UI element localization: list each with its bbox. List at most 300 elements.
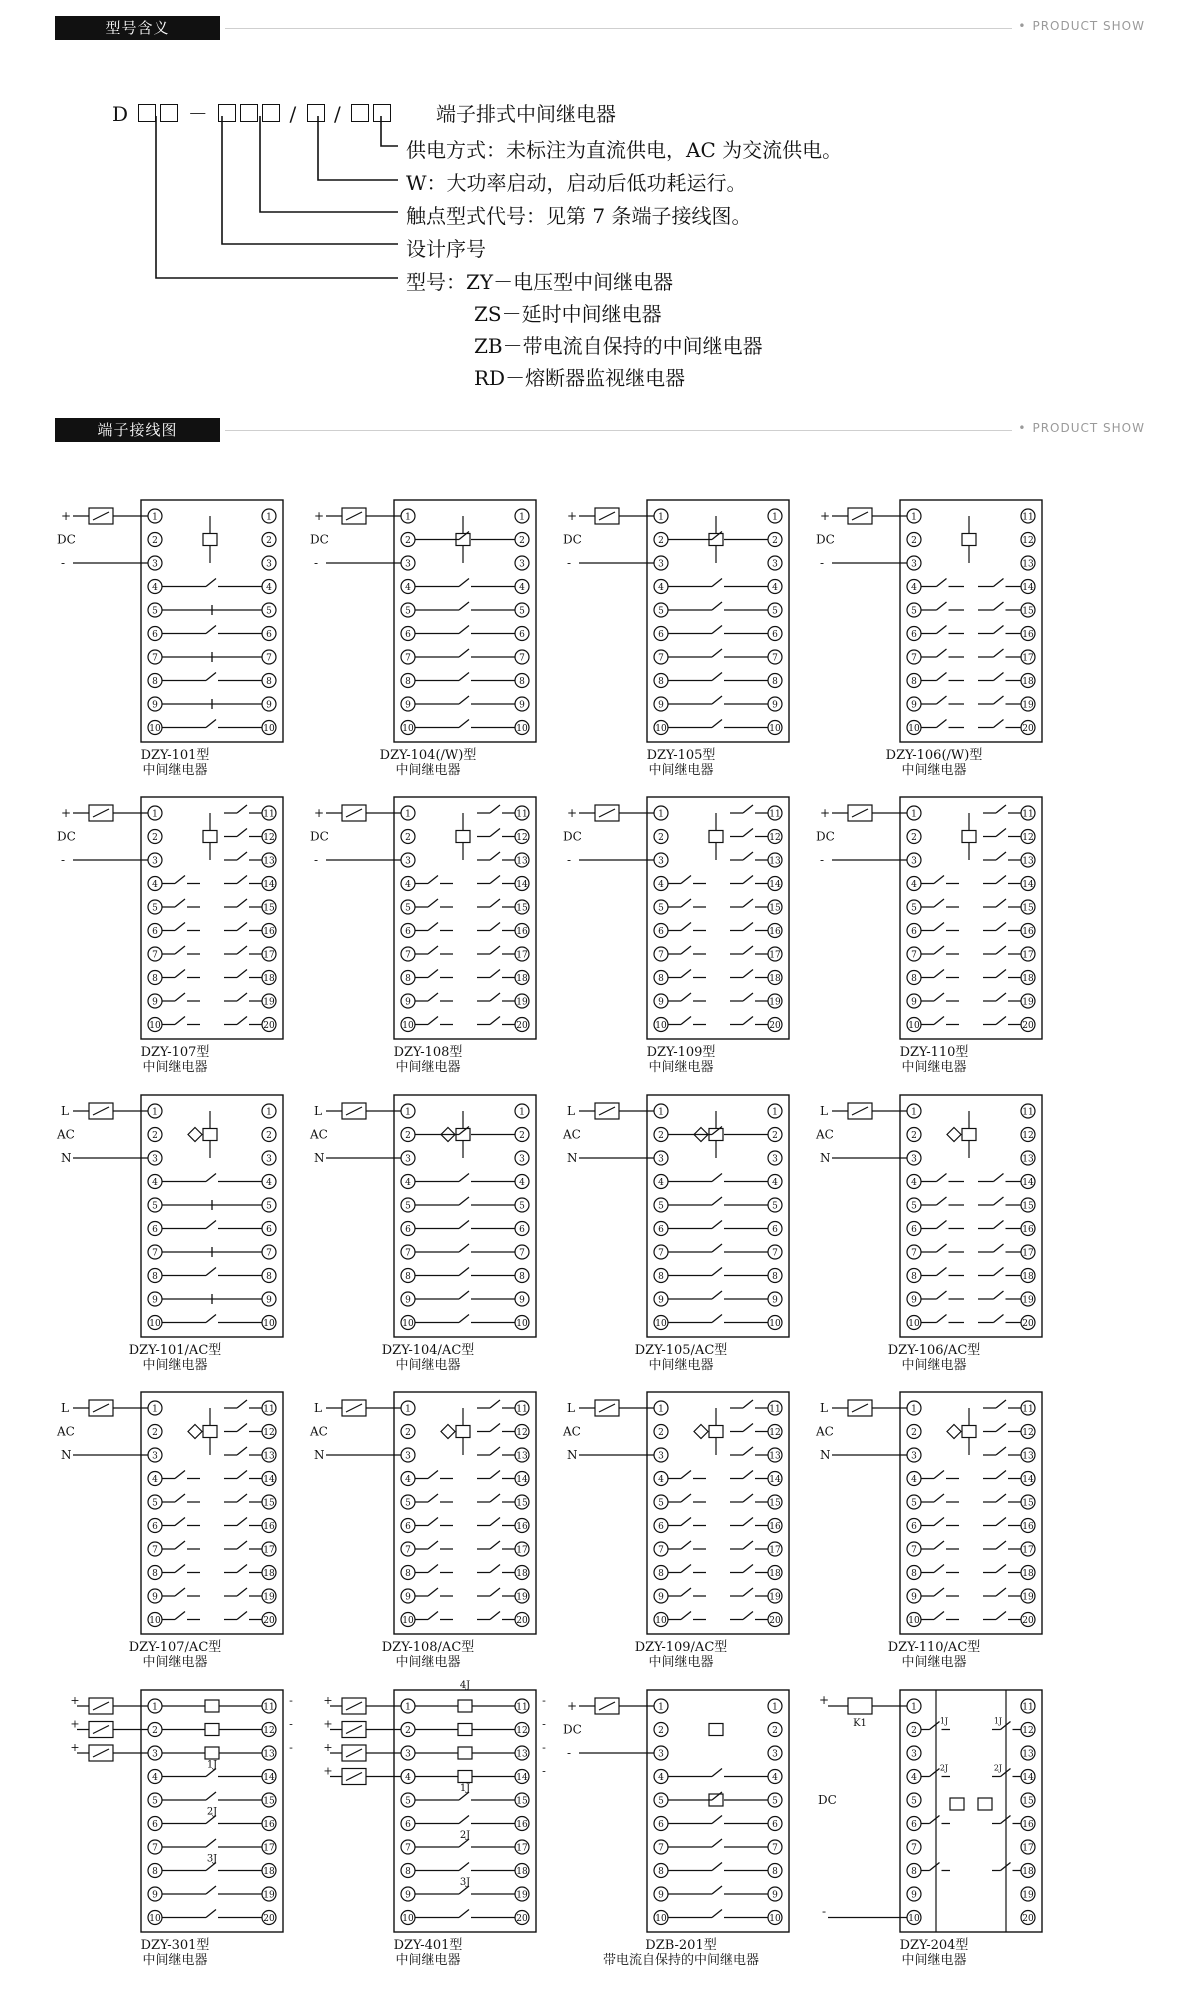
terminal-number: 6 [772,1225,778,1235]
terminal-number: 9 [405,700,411,711]
terminal-number: 7 [911,1248,917,1259]
supply-label: + [567,806,578,820]
terminal-number: 14 [1022,583,1034,593]
terminal-number: 10 [149,1914,161,1924]
terminal-number: 11 [516,1702,528,1713]
terminal-number: 2 [772,536,778,546]
terminal-number: 4 [266,583,272,593]
terminal-number: 4 [772,1773,778,1783]
terminal-number: 12 [516,1428,528,1438]
terminal-number: 10 [149,1616,161,1626]
supply-label: - [821,1904,827,1919]
terminal-number: 12 [516,833,528,843]
terminal-number: 9 [911,700,917,711]
diagram-model: DZY-401型 [393,1938,463,1953]
terminal-number: 19 [1022,700,1034,711]
terminal-number: 13 [516,1451,528,1462]
supply-label: N [820,1448,831,1462]
terminal-number: 7 [772,1843,778,1854]
terminal-number: 6 [658,630,664,640]
terminal-number: 19 [1022,1890,1034,1901]
terminal-number: 9 [658,1890,664,1901]
terminal-number: 8 [772,677,778,687]
relay-coil [203,831,217,843]
terminal-number: 15 [1022,1201,1034,1212]
terminal-number: 14 [1022,1475,1034,1485]
terminal-number: 3 [658,559,664,570]
terminal-number: 18 [1022,1867,1034,1877]
supply-label: DC [57,532,76,547]
terminal-number: 13 [1022,856,1034,867]
terminal-number: 2 [405,1131,411,1141]
terminal-number: 6 [152,927,158,937]
terminal-number: 5 [658,1796,664,1807]
supply-label: - [61,853,66,867]
legend-line: 触点型式代号：见第 7 条端子接线图。 [406,204,752,228]
code-sep: － [187,102,209,126]
terminal-number: 4 [152,1475,158,1485]
terminal-number: 9 [266,1295,272,1306]
terminal-number: 20 [1022,1021,1034,1031]
wiring-diagram [561,1390,801,1640]
legend-line: 设计序号 [406,237,486,261]
relay-coil [203,534,217,546]
terminal-number: 2 [152,1428,158,1438]
section-subtitle: • PRODUCT SHOW [1012,19,1145,33]
terminal-number: 16 [1022,927,1034,937]
contact-tag: 1J [459,1783,471,1794]
terminal-number: 6 [405,630,411,640]
relay-coil [456,1426,470,1438]
terminal-number: 9 [658,1295,664,1306]
terminal-number: 10 [655,1021,667,1031]
terminal-number: 14 [769,1475,781,1485]
terminal-number: 3 [911,1154,917,1165]
diagram-description: 中间继电器 [901,1358,967,1373]
terminal-number: 14 [516,1773,528,1783]
terminal-number: 9 [266,700,272,711]
terminal-number: 9 [658,700,664,711]
supply-label: - [542,1694,546,1707]
terminal-number: 8 [911,677,917,687]
terminal-number: 9 [772,1890,778,1901]
terminal-number: 4 [772,1178,778,1188]
terminal-number: 6 [152,630,158,640]
supply-label: DC [310,829,329,844]
supply-label: DC [563,532,582,547]
terminal-number: 10 [149,1319,161,1329]
terminal-number: 3 [405,1451,411,1462]
terminal-number: 7 [658,950,664,961]
terminal-number: 18 [516,1867,528,1877]
supply-label: N [61,1151,72,1165]
terminal-number: 13 [769,1451,781,1462]
terminal-number: 6 [911,1820,917,1830]
diagram-model: DZY-107/AC型 [128,1640,222,1655]
terminal-number: 1 [911,809,917,820]
terminal-number: 20 [1022,724,1034,734]
diagram-model: DZY-106(/W)型 [885,748,983,763]
terminal-number: 11 [1022,809,1034,820]
terminal-number: 11 [263,809,275,820]
terminal-number: 16 [263,1820,275,1830]
terminal-number: 7 [405,1248,411,1259]
diagram-description: 中间继电器 [395,1358,461,1373]
terminal-number: 8 [405,974,411,984]
terminal-number: 4 [405,1773,411,1783]
terminal-number: 7 [152,1545,158,1556]
terminal-number: 12 [516,1726,528,1736]
terminal-number: 3 [152,856,158,867]
terminal-number: 14 [1022,1773,1034,1783]
terminal-number: 6 [519,1225,525,1235]
terminal-number: 5 [911,903,917,914]
terminal-number: 2 [405,1428,411,1438]
terminal-number: 7 [658,1545,664,1556]
terminal-number: 13 [516,856,528,867]
terminal-number: 6 [911,927,917,937]
terminal-number: 3 [405,1154,411,1165]
legend-line: W：大功率启动，启动后低功耗运行。 [406,171,747,195]
diagram-model: DZY-108型 [393,1045,463,1060]
terminal-number: 6 [405,1522,411,1532]
terminal-number: 7 [911,1545,917,1556]
terminal-number: 10 [516,1319,528,1329]
terminal-number: 17 [1022,653,1034,664]
terminal-number: 3 [152,1154,158,1165]
terminal-number: 16 [516,927,528,937]
terminal-number: 1 [658,512,664,523]
terminal-number: 2 [658,1726,664,1736]
terminal-number: 15 [516,1796,528,1807]
terminal-number: 20 [1022,1319,1034,1329]
terminal-number: 10 [908,1616,920,1626]
terminal-number: 1 [152,809,158,820]
terminal-number: 8 [772,1272,778,1282]
terminal-number: 10 [516,724,528,734]
terminal-number: 13 [263,1451,275,1462]
wiring-diagram [814,498,1054,748]
terminal-number: 1 [658,1404,664,1415]
terminal-number: 13 [516,1749,528,1760]
terminal-number: 4 [405,1475,411,1485]
wiring-diagram-panel [55,1390,295,1682]
terminal-number: 14 [1022,880,1034,890]
terminal-number: 3 [658,1451,664,1462]
terminal-number: 15 [1022,1796,1034,1807]
terminal-number: 4 [658,1773,664,1783]
terminal-number: 7 [152,1843,158,1854]
diagram-model: DZY-110/AC型 [887,1640,981,1655]
diagram-model: DZY-101/AC型 [128,1343,222,1358]
terminal-number: 5 [152,606,158,617]
terminal-number: 16 [1022,1225,1034,1235]
supply-label: N [567,1448,578,1462]
terminal-number: 14 [769,880,781,890]
terminal-number: 6 [519,630,525,640]
terminal-number: 15 [1022,1498,1034,1509]
terminal-number: 3 [405,856,411,867]
relay-coil [456,831,470,843]
terminal-number: 1 [266,1107,272,1118]
terminal-number: 1 [519,512,525,523]
terminal-number: 4 [266,1178,272,1188]
terminal-number: 5 [772,1201,778,1212]
legend-line: 供电方式：未标注为直流供电，AC 为交流供电。 [406,138,843,162]
terminal-number: 2 [519,1131,525,1141]
wiring-diagram [814,1390,1054,1640]
relay-coil [950,1798,964,1810]
terminal-number: 20 [1022,1914,1034,1924]
supply-label: - [289,1694,293,1707]
terminal-number: 12 [1022,1131,1034,1141]
terminal-number: 7 [772,1248,778,1259]
terminal-number: 1 [772,1702,778,1713]
terminal-number: 9 [519,700,525,711]
terminal-number: 3 [405,1749,411,1760]
terminal-number: 1 [152,1107,158,1118]
terminal-number: 3 [772,559,778,570]
terminal-number: 18 [769,1569,781,1579]
terminal-number: 10 [655,724,667,734]
terminal-number: 6 [911,1225,917,1235]
wiring-diagram [814,1093,1054,1343]
contact-tag: 2J [993,1763,1003,1773]
terminal-number: 3 [772,1749,778,1760]
diagram-description: 中间继电器 [901,1060,967,1075]
terminal-number: 5 [519,606,525,617]
terminal-number: 3 [519,1154,525,1165]
terminal-number: 13 [263,1749,275,1760]
terminal-number: 7 [405,950,411,961]
supply-label: L [314,1104,322,1118]
legend-line: 型号：ZY－电压型中间继电器 [406,270,674,294]
terminal-number: 6 [405,927,411,937]
terminal-number: 7 [911,1843,917,1854]
terminal-number: 7 [519,653,525,664]
supply-label: - [289,1741,293,1754]
terminal-number: 9 [152,700,158,711]
terminal-number: 7 [658,1843,664,1854]
switch-label: K1 [853,1718,867,1729]
terminal-number: 2 [152,1131,158,1141]
switch-box [848,1698,872,1714]
terminal-number: 4 [911,583,917,593]
terminal-number: 15 [1022,903,1034,914]
terminal-number: 15 [769,903,781,914]
terminal-number: 8 [911,1569,917,1579]
terminal-number: 6 [658,1225,664,1235]
terminal-number: 15 [516,903,528,914]
terminal-number: 5 [911,606,917,617]
terminal-number: 1 [405,809,411,820]
terminal-number: 4 [152,1773,158,1783]
diagram-description: 中间继电器 [142,1358,208,1373]
terminal-number: 1 [405,512,411,523]
terminal-number: 9 [772,700,778,711]
supply-label: AC [57,1127,75,1142]
terminal-number: 7 [405,1843,411,1854]
terminal-number: 14 [516,1475,528,1485]
supply-label: L [567,1401,575,1415]
terminal-number: 11 [1022,1404,1034,1415]
terminal-number: 2 [772,1726,778,1736]
terminal-number: 17 [1022,1248,1034,1259]
supply-label: + [820,509,831,523]
terminal-number: 4 [911,880,917,890]
diagram-description: 中间继电器 [648,1060,714,1075]
terminal-number: 8 [266,677,272,687]
wiring-diagram [55,498,295,748]
legend-line: ZB－带电流自保持的中间继电器 [474,334,763,358]
terminal-number: 1 [405,1702,411,1713]
diagram-description: 中间继电器 [142,1060,208,1075]
section-header-wiring [55,418,1145,442]
supply-label: N [314,1448,325,1462]
terminal-number: 3 [152,1451,158,1462]
terminal-number: 5 [405,1796,411,1807]
terminal-number: 12 [263,1726,275,1736]
terminal-number: 20 [263,1914,275,1924]
terminal-number: 13 [769,856,781,867]
terminal-number: 8 [911,974,917,984]
terminal-number: 11 [769,809,781,820]
terminal-number: 4 [405,880,411,890]
diagram-description: 带电流自保持的中间继电器 [602,1953,759,1968]
terminal-number: 5 [152,903,158,914]
supply-label: N [314,1151,325,1165]
terminal-number: 16 [516,1522,528,1532]
terminal-number: 4 [152,583,158,593]
terminal-number: 1 [266,512,272,523]
wiring-diagram [55,1688,295,1938]
terminal-number: 7 [266,1248,272,1259]
terminal-number: 13 [1022,1749,1034,1760]
supply-label: + [323,1741,333,1754]
terminal-number: 9 [911,1295,917,1306]
supply-label: + [61,806,72,820]
contact-tag: 2J [459,1830,471,1841]
terminal-number: 20 [769,1616,781,1626]
terminal-number: 3 [152,1749,158,1760]
supply-label: + [323,1694,333,1707]
terminal-number: 3 [266,559,272,570]
terminal-number: 6 [152,1522,158,1532]
terminal-number: 15 [263,903,275,914]
section-title: 端子接线图 [55,418,220,442]
terminal-number: 1 [405,1404,411,1415]
terminal-number: 10 [908,1319,920,1329]
terminal-number: 11 [1022,1702,1034,1713]
wiring-diagram [814,795,1054,1045]
wiring-diagram-panel [308,1680,548,1980]
terminal-number: 8 [405,1272,411,1282]
terminal-number: 11 [263,1404,275,1415]
supply-label: AC [816,1424,834,1439]
relay-coil [458,1771,472,1783]
supply-label: AC [563,1424,581,1439]
terminal-number: 20 [516,1021,528,1031]
contact-tag: 3J [459,1877,471,1888]
relay-coil [205,1747,219,1759]
supply-label: DC [816,532,835,547]
terminal-number: 10 [655,1616,667,1626]
terminal-number: 7 [658,653,664,664]
diagram-description: 中间继电器 [901,763,967,778]
terminal-number: 1 [405,1107,411,1118]
terminal-number: 4 [405,1178,411,1188]
relay-coil [709,831,723,843]
supply-label: L [567,1104,575,1118]
supply-label: AC [57,1424,75,1439]
diagram-model: DZY-110型 [899,1045,969,1060]
relay-coil [962,534,976,546]
diagram-model: DZB-201型 [645,1938,717,1953]
terminal-number: 19 [516,997,528,1008]
terminal-number: 18 [516,1569,528,1579]
supply-label: - [567,853,572,867]
terminal-number: 7 [152,950,158,961]
terminal-number: 6 [152,1820,158,1830]
supply-label: - [567,1746,572,1760]
wiring-diagram-panel [55,498,295,790]
terminal-number: 16 [769,927,781,937]
terminal-number: 15 [1022,606,1034,617]
terminal-number: 4 [405,583,411,593]
terminal-number: 19 [769,997,781,1008]
terminal-number: 2 [266,536,272,546]
terminal-number: 5 [658,606,664,617]
terminal-number: 16 [263,1522,275,1532]
wiring-diagram-panel [308,795,548,1087]
terminal-number: 3 [658,1154,664,1165]
terminal-number: 2 [152,833,158,843]
supply-label: L [314,1401,322,1415]
terminal-number: 5 [266,606,272,617]
terminal-number: 3 [658,856,664,867]
wiring-diagram [308,795,548,1045]
wiring-diagram-panel [561,795,801,1087]
terminal-number: 6 [266,1225,272,1235]
terminal-number: 15 [769,1498,781,1509]
terminal-number: 2 [911,1131,917,1141]
terminal-number: 10 [402,724,414,734]
diagram-model: DZY-104/AC型 [381,1343,475,1358]
terminal-number: 10 [908,1914,920,1924]
supply-label: L [820,1401,828,1415]
terminal-number: 10 [149,724,161,734]
terminal-number: 20 [263,1021,275,1031]
terminal-number: 8 [152,1272,158,1282]
terminal-number: 12 [1022,833,1034,843]
terminal-number: 8 [152,677,158,687]
terminal-number: 1 [152,512,158,523]
terminal-number: 8 [266,1272,272,1282]
terminal-number: 5 [911,1201,917,1212]
relay-coil [962,1129,976,1141]
terminal-number: 17 [1022,1545,1034,1556]
diagram-description: 中间继电器 [648,1655,714,1670]
terminal-number: 1 [658,809,664,820]
terminal-number: 7 [405,653,411,664]
supply-label: - [314,556,319,570]
supply-label: + [323,1717,333,1731]
relay-coil [962,831,976,843]
diagram-description: 中间继电器 [395,1060,461,1075]
terminal-number: 12 [263,1428,275,1438]
diagram-model: DZY-104(/W)型 [379,748,477,763]
wiring-diagram [561,795,801,1045]
